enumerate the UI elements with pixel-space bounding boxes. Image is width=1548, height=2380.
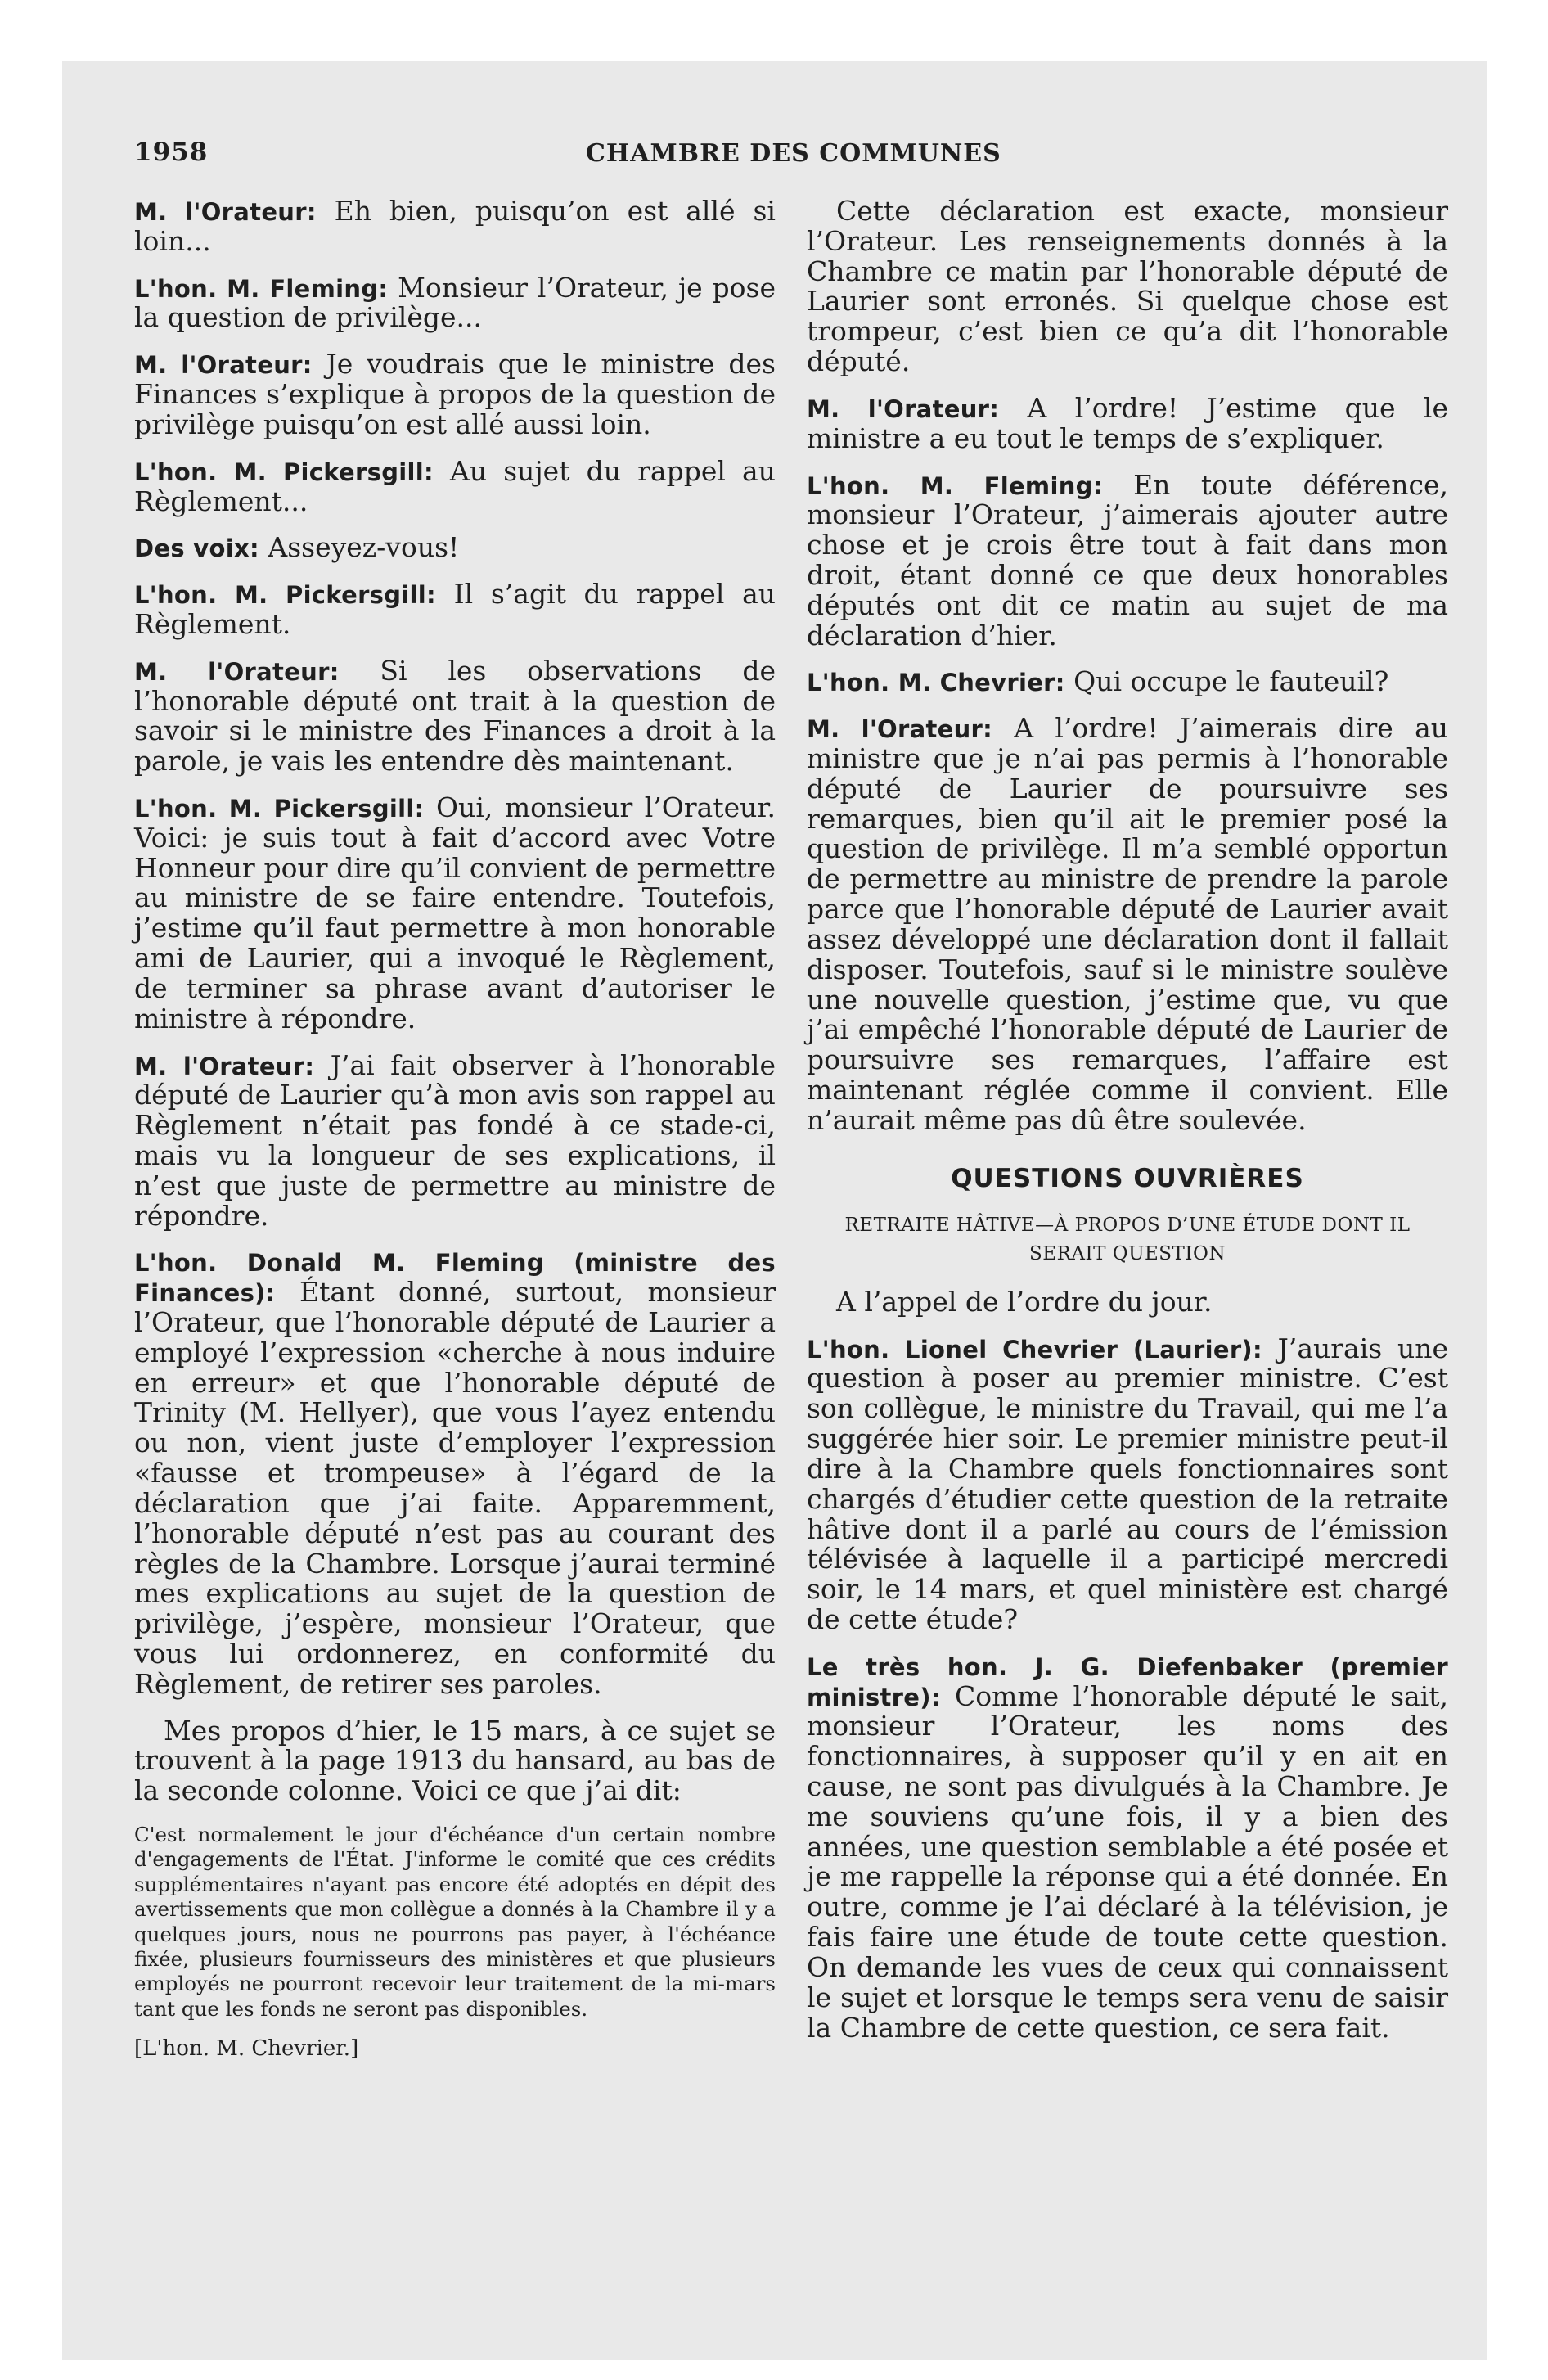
speech-text: En toute déférence, monsieur l’Orateur, j’aimerais ajouter autre chose et je crois être tout à fait dans mon droit, étant donné ce que deux honorables députés ont dit ce matin au sujet de ma déclaration d’hier. bbox=[807, 468, 1448, 651]
speech-text: Il s’agit du rappel au Règlement. bbox=[134, 578, 776, 640]
left-column bbox=[134, 196, 776, 2333]
attribution: [L'hon. M. Chevrier.] bbox=[134, 2036, 359, 2061]
speech-text: Monsieur l’Orateur, je pose la question de privilège... bbox=[134, 271, 776, 334]
speech-text: Mes propos d’hier, le 15 mars, à ce sujet se trouvent à la page 1913 du hansard, au bas de la seconde colonne. Voici ce que j’ai dit: bbox=[134, 1714, 776, 1807]
speaker-name: L'hon. Donald M. Fleming (ministre des Finances): bbox=[134, 1249, 776, 1308]
speech-text: Cette déclaration est exacte, monsieur l’Orateur. Les renseignements donnés à la Chambre ce matin par l’honorable député de Laurier sont erronés. Si quelque chose est trompeur, c’est bien ce qu’a dit l’honorable député. bbox=[807, 195, 1448, 378]
speaker-name: L'hon. M. Fleming: bbox=[134, 274, 389, 303]
paragraph bbox=[134, 454, 776, 517]
paragraph bbox=[807, 468, 1448, 651]
page-number: 1958 bbox=[134, 137, 209, 167]
paragraph bbox=[134, 196, 776, 257]
speech-text: Oui, monsieur l’Orateur. Voici: je suis tout à fait d’accord avec Votre Honneur pour dire qu’il convient de permettre au ministre de se faire entendre. Toutefois, j’estime qu’il faut permettre à mon honorable ami de Laurier, qui a invoqué le Règlement, de terminer sa phrase avant d’autoriser le ministre à répondre. bbox=[134, 791, 776, 1034]
speaker-name: L'hon. M. Fleming: bbox=[807, 471, 1103, 500]
speaker-name: M. l'Orateur: bbox=[134, 351, 313, 380]
paragraph bbox=[134, 1247, 776, 1699]
speaker-name: L'hon. M. Chevrier: bbox=[807, 669, 1065, 697]
speaker-name: L'hon. M. Pickersgill: bbox=[134, 795, 425, 823]
section-subheading: RETRAITE HÂTIVE—À PROPOS D’UNE ÉTUDE DONT IL SERAIT QUESTION bbox=[844, 1214, 1411, 1265]
speaker-name: M. l'Orateur: bbox=[807, 715, 993, 744]
speech-text: A l’ordre! J’estime que le ministre a eu tout le temps de s’expliquer. bbox=[807, 391, 1449, 454]
speaker-name: M. l'Orateur: bbox=[134, 198, 317, 226]
paragraph bbox=[807, 391, 1449, 454]
paragraph bbox=[134, 1048, 776, 1232]
paragraph bbox=[807, 714, 1448, 1135]
paragraph bbox=[134, 533, 776, 563]
block-quote: C'est normalement le jour d'échéance d'un certain nombre d'engagements de l'État. J'informe le comité que ces crédits supplémentaires n'ayant pas encore été adoptés en dépit des avertissements que mon collègue a donnés à la Chambre il y a quelques jours, nous ne pourrons pas payer, à l'échéance fixée, plusieurs fournisseurs des ministères et que plusieurs employés ne pourront recevoir leur traitement de la mi-mars tant que les fonds ne seront pas disponibles. bbox=[134, 1823, 776, 2021]
paragraph bbox=[134, 273, 776, 334]
paragraph bbox=[807, 1287, 1448, 1318]
speaker-name: Le très hon. J. G. Diefenbaker (premier ministre): bbox=[807, 1652, 1448, 1711]
speech-text: Étant donné, surtout, monsieur l’Orateur, que l’honorable député de Laurier a employé l’expression «cherche à nous induire en erreur» et que l’honorable député de Trinity (M. Hellyer), que vous l’ayez entendu ou non, vient juste d’employer l’expression «fausse et trompeuse» à l’égard de la déclaration que j’ai faite. Apparemment, l’honorable député n’est pas au courant des règles de la Chambre. Lorsque j’aurai terminé mes explications au sujet de la question de privilège, j’espère, monsieur l’Orateur, que vous lui ordonnerez, en conformité du Règlement, de retirer ses paroles. bbox=[134, 1276, 776, 1700]
speaker-name: L'hon. Lionel Chevrier (Laurier): bbox=[807, 1335, 1262, 1364]
speaker-name: M. l'Orateur: bbox=[134, 1052, 315, 1080]
paragraph bbox=[134, 579, 776, 640]
speech-text: J’aurais une question à poser au premier ministre. C’est son collègue, le ministre du Travail, qui me l’a suggérée hier soir. Le premier ministre peut-il dire à la Chambre quels fonctionnaires sont chargés d’étudier cette question de la retraite hâtive dont il a parlé au cours de l’émission télévisée à laquelle il a participé mercredi soir, le 14 mars, et quel ministère est chargé de cette étude? bbox=[807, 1332, 1448, 1635]
speech-text: A l’appel de l’ordre du jour. bbox=[836, 1285, 1213, 1318]
paragraph bbox=[807, 196, 1448, 377]
speech-text: Si les observations de l’honorable député ont trait à la question de savoir si le ministre des Finances a droit à la parole, je vais les entendre dès maintenant. bbox=[134, 654, 776, 778]
speaker-name: L'hon. M. Pickersgill: bbox=[134, 458, 434, 486]
section-title: QUESTIONS OUVRIÈRES bbox=[951, 1163, 1304, 1193]
paragraph bbox=[807, 1334, 1448, 1635]
running-title: CHAMBRE DES COMMUNES bbox=[586, 139, 1001, 168]
page-header bbox=[134, 137, 1486, 175]
speaker-name: Des voix: bbox=[134, 534, 259, 563]
right-column bbox=[807, 196, 1448, 2333]
speaker-name: L'hon. M. Pickersgill: bbox=[134, 581, 436, 610]
paragraph bbox=[134, 349, 776, 439]
paragraph bbox=[134, 793, 776, 1034]
speech-text: Je voudrais que le ministre des Finances s’explique à propos de la question de privilège puisqu’on est allé aussi loin. bbox=[134, 348, 776, 440]
speech-text: J’ai fait observer à l’honorable député de Laurier qu’à mon avis son rappel au Règlement n’était pas fondé à ce stade-ci, mais vu la longueur de ses explications, il n’est que juste de permettre au ministre de répondre. bbox=[134, 1048, 776, 1232]
speech-text: Asseyez-vous! bbox=[259, 531, 460, 564]
paragraph bbox=[134, 1716, 776, 1806]
paragraph bbox=[134, 656, 776, 777]
speech-text: Qui occupe le fauteuil? bbox=[1064, 665, 1389, 698]
speaker-name: M. l'Orateur: bbox=[807, 394, 1000, 423]
speech-text: A l’ordre! J’aimerais dire au ministre que je n’ai pas permis à l’honorable député de Laurier de poursuivre ses remarques, bien qu’il ait le premier posé la question de privilège. Il m’a semblé opportun de permettre au ministre de prendre la parole parce que l’honorable député de Laurier avait assez développé une déclaration dont il fallait disposer. Toutefois, sauf si le ministre soulève une nouvelle question, j’estime que, vu que j’ai empêché l’honorable député de Laurier de poursuivre ses remarques, l’affaire est maintenant réglée comme il convient. Elle n’aurait même pas dû être soulevée. bbox=[807, 712, 1448, 1136]
paragraph bbox=[807, 667, 1448, 697]
speech-text: Au sujet du rappel au Règlement... bbox=[134, 454, 776, 517]
speaker-name: M. l'Orateur: bbox=[134, 657, 340, 686]
speech-text: Eh bien, puisqu’on est allé si loin... bbox=[134, 195, 776, 257]
speech-text: Comme l’honorable député le sait, monsieur l’Orateur, les noms des fonctionnaires, à supposer qu’il y en ait en cause, ne sont pas divulgués à la Chambre. Je me souviens qu’une fois, il y a bien des années, une question semblable a été posée et je me rappelle la réponse qui a été donnée. En outre, comme je l’ai déclaré à la télévision, je fais faire une étude de toute cette question. On demande les vues de ceux qui connaissent le sujet et lorsque le temps sera venu de saisir la Chambre de cette question, ce sera fait. bbox=[807, 1679, 1448, 2044]
paragraph bbox=[807, 1652, 1448, 2044]
